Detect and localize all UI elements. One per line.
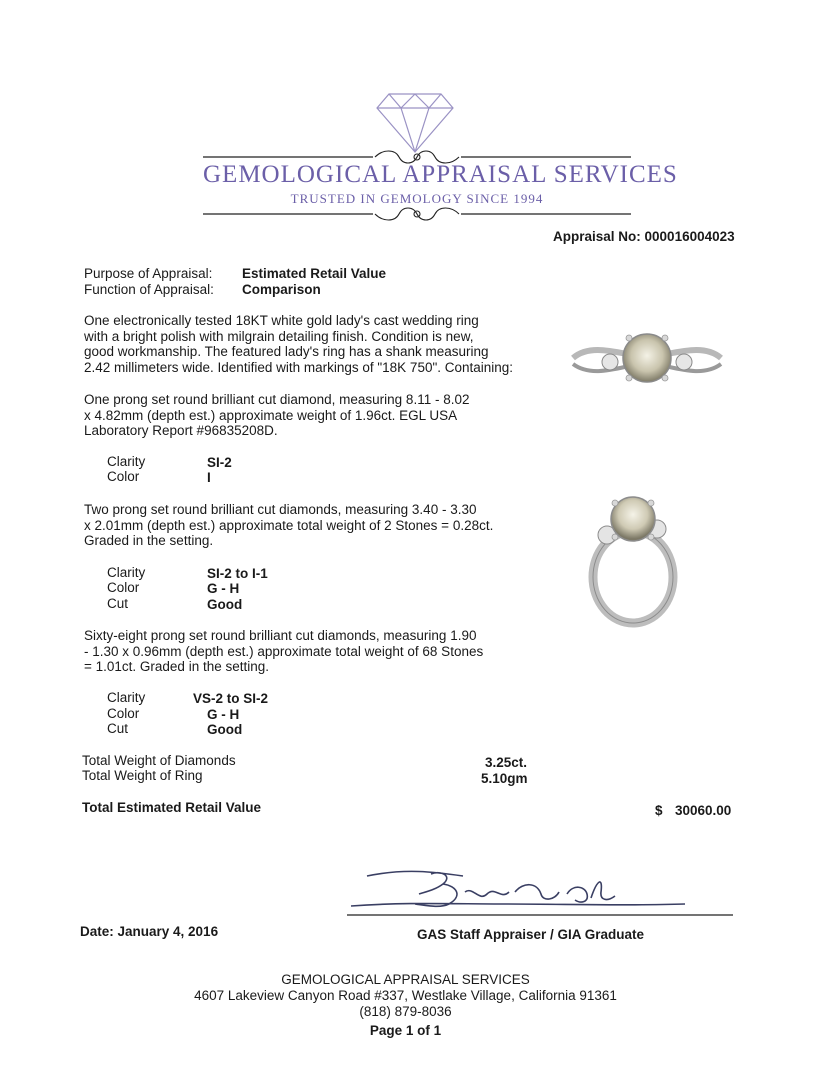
stone1-color-value: I (207, 470, 211, 485)
appraiser-title: GAS Staff Appraiser / GIA Graduate (417, 927, 645, 942)
page-number: Page 1 of 1 (369, 1023, 442, 1038)
description-line: with a bright polish with milgrain detailing finish. Condition is new, (84, 328, 474, 344)
function-label: Function of Appraisal: (84, 282, 214, 297)
stone3-cut-label: Cut (107, 721, 129, 736)
total-retail-value: 30060.00 (675, 803, 732, 818)
ring-side-view-image (577, 487, 697, 633)
total-ring-label: Total Weight of Ring (82, 768, 203, 783)
footer-phone: (818) 879-8036 (359, 1004, 452, 1019)
total-diamonds-value: 3.25ct. (485, 755, 528, 770)
company-tagline: TRUSTED IN GEMOLOGY SINCE 1994 (290, 191, 544, 206)
footer-company: GEMOLOGICAL APPRAISAL SERVICES (281, 972, 530, 987)
total-retail-currency: $ (655, 803, 663, 818)
function-value: Comparison (242, 282, 321, 297)
footer-address: 4607 Lakeview Canyon Road #337, Westlake Village, California 91361 (194, 988, 617, 1003)
stone2-cut-label: Cut (107, 596, 129, 611)
appraisal-number (553, 229, 735, 245)
appraisal-date: Date: January 4, 2016 (80, 924, 219, 939)
stone2-clarity-label: Clarity (107, 565, 146, 580)
stone1-color-label: Color (107, 469, 140, 484)
appraisal-no-value: 000016004023 (644, 229, 735, 244)
ring-description (84, 313, 513, 375)
stone3-cut-value: Good (207, 722, 243, 737)
stone1-clarity-value: SI-2 (207, 455, 232, 470)
appraisal-no-label: Appraisal No: (553, 229, 641, 244)
stone1-description (84, 392, 469, 439)
stone2-line: Graded in the setting. (84, 533, 214, 548)
description-line: 2.42 millimeters wide. Identified with markings of "18K 750". Containing: (84, 359, 514, 375)
description-line: One electronically tested 18KT white gold lady's cast wedding ring (84, 313, 479, 328)
stone2-line: x 2.01mm (depth est.) approximate total weight of 2 Stones = 0.28ct. (84, 517, 494, 533)
stone2-color-value: G - H (207, 581, 240, 596)
stone3-clarity-value: VS-2 to SI-2 (193, 691, 269, 706)
purpose-value: Estimated Retail Value (242, 266, 387, 281)
stone2-description (84, 502, 493, 549)
stone2-cut-value: Good (207, 597, 243, 612)
stone1-line: One prong set round brilliant cut diamond, measuring 8.11 - 8.02 (84, 392, 470, 407)
stone3-line: - 1.30 x 0.96mm (depth est.) approximate total weight of 68 Stones (84, 643, 484, 659)
stone2-color-label: Color (107, 580, 140, 595)
stone1-line: x 4.82mm (depth est.) approximate weight of 1.96ct. EGL USA (84, 407, 458, 423)
total-ring-value: 5.10gm (481, 771, 528, 786)
stone3-description (84, 628, 483, 675)
stone3-color-value: G - H (207, 707, 240, 722)
description-line: good workmanship. The featured lady's ring has a shank measuring (84, 344, 489, 359)
stone1-clarity-label: Clarity (107, 454, 146, 469)
stone3-line: Sixty-eight prong set round brilliant cut diamonds, measuring 1.90 (84, 628, 477, 643)
appraiser-signature (345, 862, 735, 922)
stone1-line: Laboratory Report #96835208D. (84, 423, 278, 438)
diamond-logo-icon (375, 92, 455, 154)
total-diamonds-label: Total Weight of Diamonds (82, 753, 236, 768)
stone3-line: = 1.01ct. Graded in the setting. (84, 659, 269, 674)
stone3-clarity-label: Clarity (107, 690, 146, 705)
stone3-color-label: Color (107, 706, 140, 721)
total-retail-label: Total Estimated Retail Value (82, 800, 262, 815)
stone2-clarity-value: SI-2 to I-1 (207, 566, 268, 581)
header-divider-bottom (203, 205, 631, 223)
purpose-label: Purpose of Appraisal: (84, 266, 213, 281)
stone2-line: Two prong set round brilliant cut diamonds, measuring 3.40 - 3.30 (84, 502, 477, 517)
company-name: GEMOLOGICAL APPRAISAL SERVICES (203, 161, 678, 188)
ring-top-view-image (567, 318, 727, 400)
